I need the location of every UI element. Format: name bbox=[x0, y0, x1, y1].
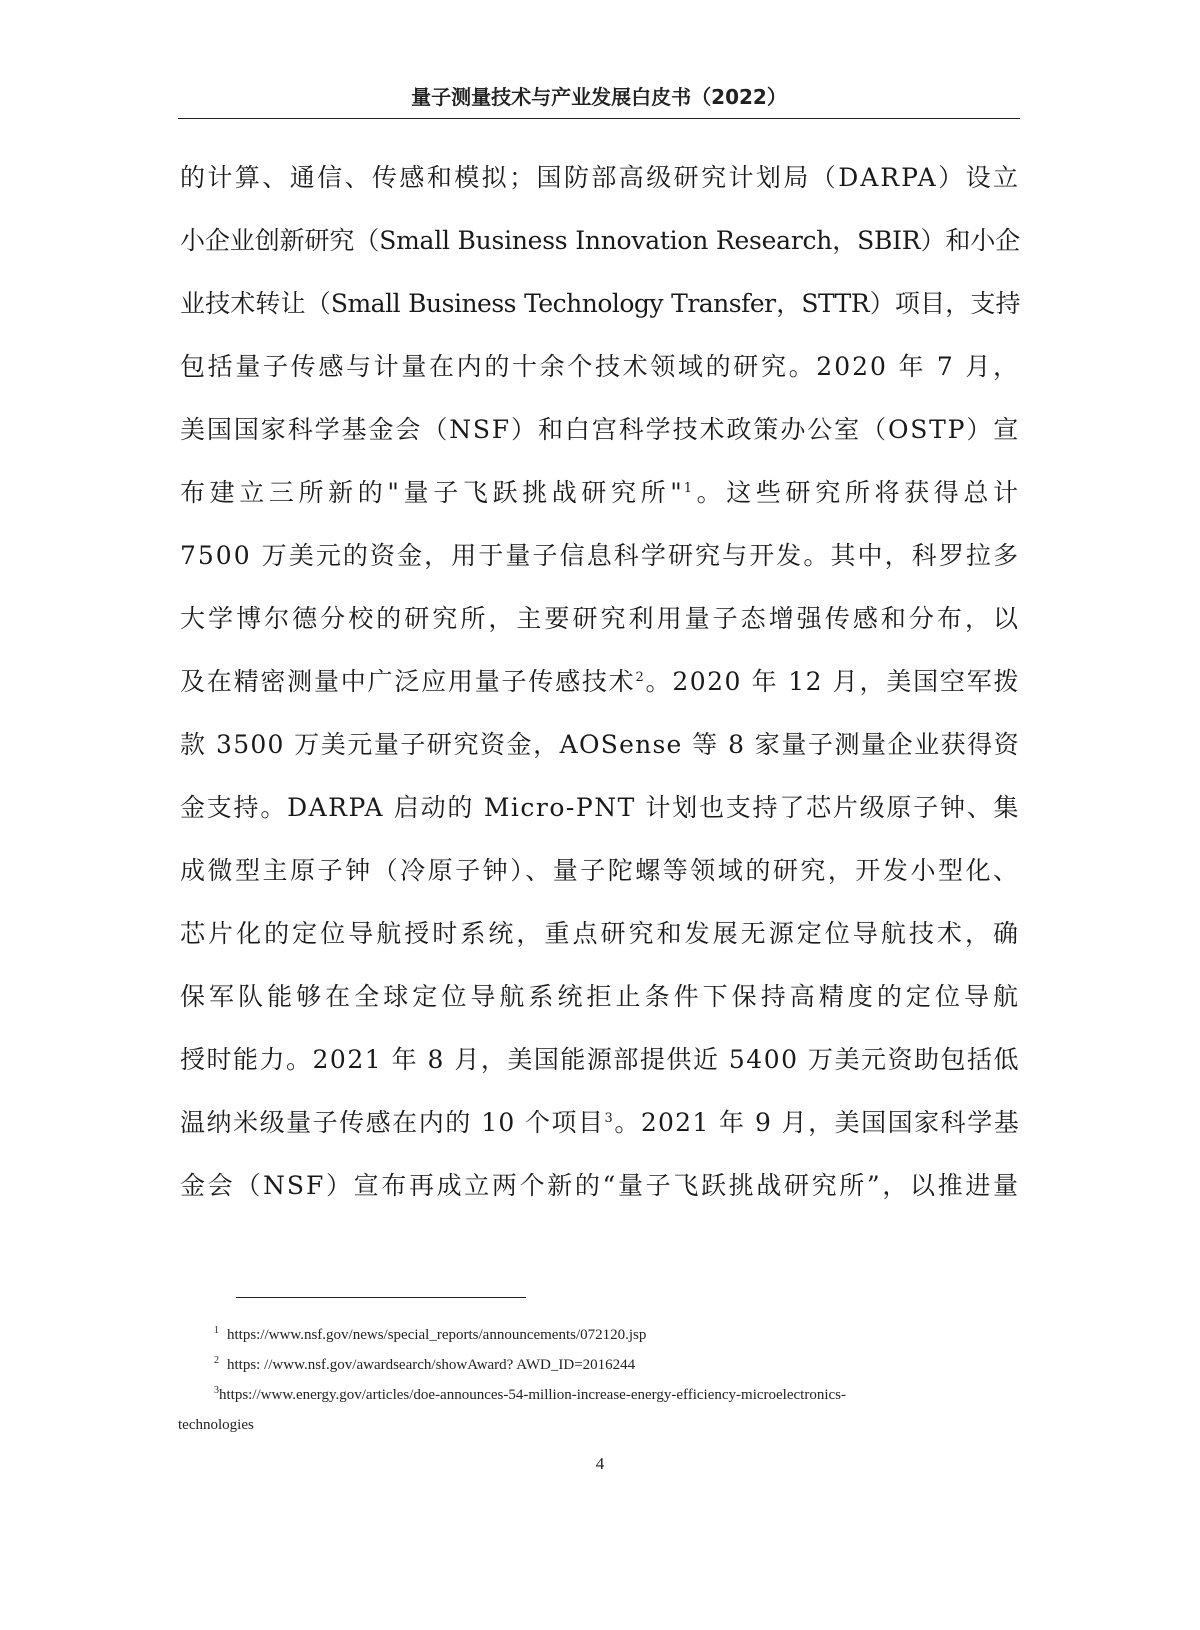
paragraph-line: 芯片化的定位导航授时系统，重点研究和发展无源定位导航技术，确 bbox=[180, 919, 1020, 948]
paragraph-line bbox=[180, 650, 1020, 713]
line-text: 及在精密测量中广泛应用量子传感技术 bbox=[180, 667, 636, 696]
body-text bbox=[180, 146, 1020, 1217]
paragraph-line: 金会（NSF）宣布再成立两个新的“量子飞跃挑战研究所”，以推进量 bbox=[180, 1171, 1020, 1200]
paragraph-line: 金支持。DARPA 启动的 Micro-PNT 计划也支持了芯片级原子钟、集 bbox=[180, 793, 1020, 822]
paragraph-line: 保军队能够在全球定位导航系统拒止条件下保持高精度的定位导航 bbox=[180, 982, 1020, 1011]
footnote-3-continuation bbox=[178, 1410, 1020, 1440]
footnote-ref[interactable]: 2 bbox=[635, 670, 646, 685]
line-text: 温纳米级量子传感在内的 10 个项目 bbox=[180, 1108, 605, 1137]
footnote-number: 1 bbox=[214, 1325, 219, 1336]
paragraph-line bbox=[180, 461, 1020, 524]
footnote-link[interactable]: https: //www.nsf.gov/awardsearch/showAward? AWD_ID=2016244 bbox=[227, 1357, 636, 1373]
paragraph-line: 包括量子传感与计量在内的十余个技术领域的研究。2020 年 7 月， bbox=[180, 352, 1020, 381]
footnote-link[interactable]: technologies bbox=[178, 1417, 254, 1433]
footnote-number: 2 bbox=[214, 1355, 219, 1366]
paragraph-line bbox=[180, 1091, 1020, 1154]
footnote-link[interactable]: https://www.nsf.gov/news/special_reports/announcements/072120.jsp bbox=[227, 1327, 647, 1343]
footnote-2 bbox=[178, 1350, 1020, 1380]
paragraph-line: 7500 万美元的资金，用于量子信息科学研究与开发。其中，科罗拉多 bbox=[180, 541, 1020, 570]
paragraph-line: 业技术转让（Small Business Technology Transfer，STTR）项目，支持 bbox=[180, 289, 1020, 318]
page-header bbox=[178, 82, 1020, 119]
paragraph-line: 小企业创新研究（Small Business Innovation Research，SBIR）和小企 bbox=[180, 226, 1020, 255]
line-text: 布建立三所新的"量子飞跃挑战研究所" bbox=[180, 478, 684, 507]
footnote-3 bbox=[178, 1380, 1020, 1410]
line-text: 。2021 年 9 月，美国国家科学基 bbox=[614, 1108, 1020, 1137]
footnote-ref[interactable]: 1 bbox=[683, 481, 695, 496]
footnote-1 bbox=[178, 1320, 1020, 1350]
paragraph-line: 款 3500 万美元量子研究资金，AOSense 等 8 家量子测量企业获得资 bbox=[180, 730, 1020, 759]
footnote-link[interactable]: https://www.energy.gov/articles/doe-announces-54-million-increase-energy-efficiency-microelectronics- bbox=[219, 1387, 846, 1403]
paragraph-line: 大学博尔德分校的研究所，主要研究利用量子态增强传感和分布，以 bbox=[180, 604, 1020, 633]
footnote-ref[interactable]: 3 bbox=[604, 1111, 615, 1126]
paragraph-line: 授时能力。2021 年 8 月，美国能源部提供近 5400 万美元资助包括低 bbox=[180, 1045, 1020, 1074]
page-number: 4 bbox=[595, 1454, 605, 1473]
footnote-divider bbox=[236, 1297, 526, 1298]
paragraph-line: 成微型主原子钟（冷原子钟）、量子陀螺等领域的研究，开发小型化、 bbox=[180, 856, 1020, 885]
paragraph-line: 美国国家科学基金会（NSF）和白宫科学技术政策办公室（OSTP）宣 bbox=[180, 415, 1020, 444]
document-title: 量子测量技术与产业发展白皮书（2022） bbox=[411, 85, 787, 109]
footnotes bbox=[178, 1320, 1020, 1440]
paragraph-line: 的计算、通信、传感和模拟；国防部高级研究计划局（DARPA）设立 bbox=[180, 163, 1020, 192]
line-text: 。2020 年 12 月，美国空军拨 bbox=[645, 667, 1020, 696]
footnote-number: 3 bbox=[214, 1385, 219, 1396]
line-text: 。这些研究所将获得总计 bbox=[694, 478, 1020, 507]
